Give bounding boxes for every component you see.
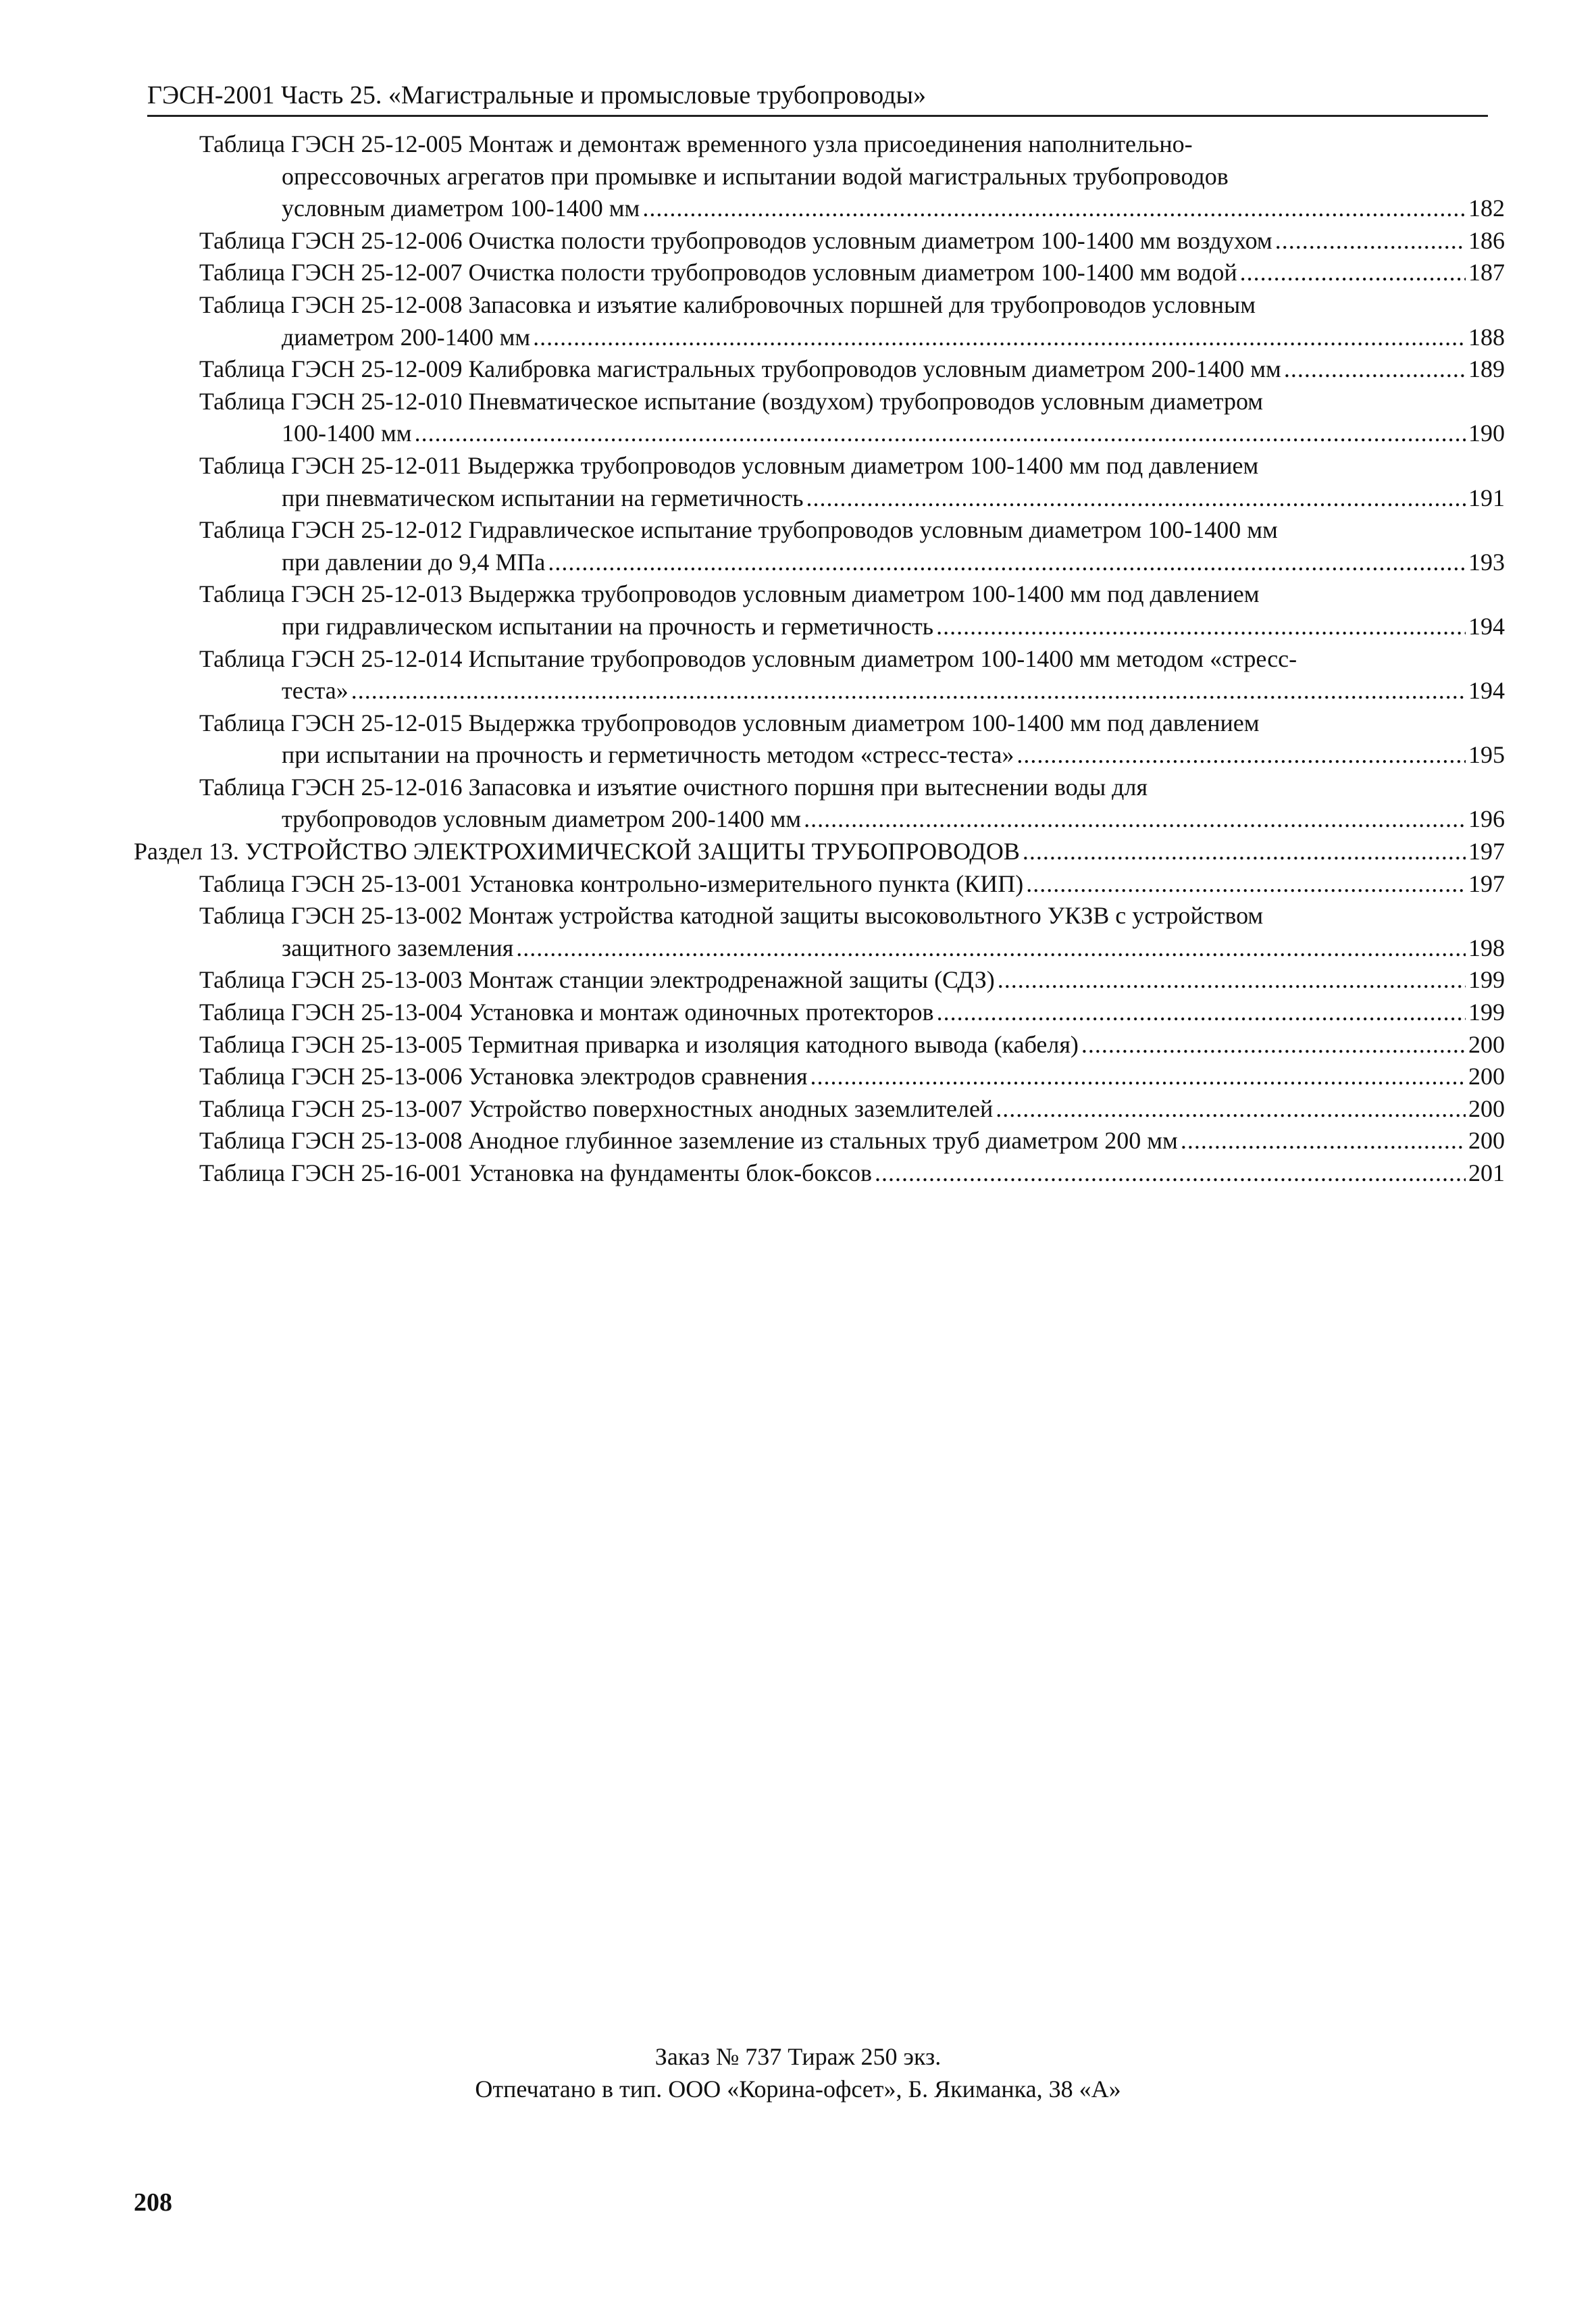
toc-page-number: 189 [1468,355,1505,383]
toc-entry-last-line [199,932,1505,965]
toc-entry-last-line [199,418,1505,450]
toc-entry-line: Таблица ГЭСН 25-12-008 Запасовка и изъятие калибровочных поршней для трубопроводов условным [199,291,1256,318]
toc-entry-title: Таблица ГЭСН 25-13-008 Анодное глубинное заземление из стальных труб диаметром 200 мм [199,1127,1178,1155]
toc-page-number: 197 [1468,838,1505,865]
toc-page-number: 194 [1468,677,1505,705]
dot-leader [936,611,1466,643]
toc-entry-title: условным диаметром 100-1400 мм [282,195,640,222]
toc-page-number: 199 [1468,966,1505,994]
dot-leader [1081,1029,1466,1061]
toc-table-entry [134,997,1505,1029]
dot-leader [810,1061,1466,1093]
toc-entry-title: защитного заземления [282,934,514,961]
toc-page-number: 196 [1468,805,1505,833]
toc-entry-last-line [199,1125,1505,1157]
page-number: 208 [134,2188,172,2217]
dot-leader [548,547,1466,579]
toc-entry-line: Таблица ГЭСН 25-12-014 Испытание трубопроводов условным диаметром 100-1400 мм методом «стресс- [199,645,1297,672]
toc-entry-last-line [199,739,1505,772]
dot-leader [937,997,1466,1029]
toc-table-entry [134,643,1505,707]
running-header: ГЭСН-2001 Часть 25. «Магистральные и промысловые трубопроводы» [147,80,1488,117]
imprint-printer: Отпечатано в тип. ООО «Корина-офсет», Б. Якиманка, 38 «А» [475,2076,1121,2103]
dot-leader [1023,836,1466,868]
toc-entry-line: Таблица ГЭСН 25-13-002 Монтаж устройства катодной защиты высоковольтного УКЗВ с устройством [199,902,1264,930]
toc-entry-line: Таблица ГЭСН 25-12-012 Гидравлическое испытание трубопроводов условным диаметром 100-1400 мм [199,516,1278,544]
toc-page-number: 200 [1468,1030,1505,1058]
toc-entry-title: при испытании на прочность и герметичность методом «стресс-теста» [282,741,1014,769]
dot-leader [1275,225,1466,257]
toc-table-entry [134,1061,1505,1093]
toc-entry-title: 100-1400 мм [282,420,412,447]
toc-page-number: 197 [1468,870,1505,897]
dot-leader [998,964,1466,997]
toc-table-entry [134,257,1505,289]
toc-entry-title: при пневматическом испытании на герметичность [282,484,804,511]
toc-page-number: 199 [1468,999,1505,1026]
toc-entry-last-line [199,997,1505,1029]
dot-leader [351,675,1466,707]
toc-entry-title: Таблица ГЭСН 25-13-006 Установка электродов сравнения [199,1063,808,1090]
toc-page-number: 198 [1468,934,1505,961]
toc-entry-last-line [199,225,1505,257]
dot-leader [1181,1125,1466,1157]
dot-leader [1016,739,1466,772]
toc-entry-last-line [199,482,1505,515]
toc-page-number: 194 [1468,612,1505,640]
toc-table-entry [134,1125,1505,1157]
toc-entry-last-line [199,322,1505,354]
toc-table-entry [134,514,1505,578]
toc-entry-title: Таблица ГЭСН 25-13-003 Монтаж станции электродренажной защиты (СДЗ) [199,966,995,994]
toc-table-entry [134,1029,1505,1061]
toc-entry-last-line [199,803,1505,836]
toc-table-entry [134,128,1505,225]
toc-entry-title: Таблица ГЭСН 25-16-001 Установка на фундаменты блок-боксов [199,1159,872,1186]
dot-leader [804,803,1466,836]
toc-table-entry [134,1093,1505,1126]
toc-entry-title: при гидравлическом испытании на прочность и герметичность [282,612,934,640]
toc-entry-title: трубопроводов условным диаметром 200-1400 мм [282,805,802,833]
toc-table-entry [134,225,1505,257]
toc-entry-line: Таблица ГЭСН 25-12-015 Выдержка трубопроводов условным диаметром 100-1400 мм под давлением [199,709,1260,736]
toc-page-number: 187 [1468,259,1505,286]
toc-entry-last-line [199,353,1505,386]
imprint-order: Заказ № 737 Тираж 250 экз. [654,2043,942,2070]
toc-table-entry [134,964,1505,997]
toc-entry-title: Таблица ГЭСН 25-13-001 Установка контрольно-измерительного пункта (КИП) [199,870,1024,897]
toc-entry-last-line [199,1029,1505,1061]
toc-table-entry [134,353,1505,386]
toc-page-number: 200 [1468,1095,1505,1122]
toc-entry-line: опрессовочных агрегатов при промывке и испытании водой магистральных трубопроводов [282,162,1229,190]
imprint [0,2040,1596,2105]
dot-leader [415,418,1466,450]
toc-entry-title: Таблица ГЭСН 25-13-004 Установка и монтаж одиночных протекторов [199,999,934,1026]
toc-table-entry [134,450,1505,514]
dot-leader [642,193,1466,225]
toc-table-entry [134,868,1505,901]
toc-table-entry [134,900,1505,964]
table-of-contents [134,128,1505,1190]
dot-leader [516,932,1466,965]
toc-section-entry [134,836,1505,868]
dot-leader [1240,257,1466,289]
toc-table-entry [134,289,1505,353]
toc-table-entry [134,1157,1505,1190]
toc-entry-line: Таблица ГЭСН 25-12-010 Пневматическое испытание (воздухом) трубопроводов условным диаметром [199,387,1264,415]
toc-entry-last-line [199,964,1505,997]
toc-entry-last-line [199,611,1505,643]
toc-entry-last-line [199,868,1505,901]
toc-entry-title: Таблица ГЭСН 25-12-006 Очистка полости трубопроводов условным диаметром 100-1400 мм воздухом [199,226,1272,254]
toc-entry-line: Таблица ГЭСН 25-12-005 Монтаж и демонтаж временного узла присоединения наполнительно- [199,130,1193,157]
toc-entry-last-line [199,1157,1505,1190]
toc-page-number: 186 [1468,226,1505,254]
toc-page-number: 201 [1468,1159,1505,1186]
toc-entry-last-line [199,193,1505,225]
toc-entry-last-line [134,836,1505,868]
toc-page-number: 200 [1468,1063,1505,1090]
toc-entry-last-line [199,1061,1505,1093]
dot-leader [1026,868,1466,901]
toc-entry-title: диаметром 200-1400 мм [282,323,531,351]
toc-entry-line: Таблица ГЭСН 25-12-013 Выдержка трубопроводов условным диаметром 100-1400 мм под давлением [199,580,1260,608]
toc-entry-title: теста» [282,677,349,705]
toc-page-number: 182 [1468,195,1505,222]
toc-entry-title: Таблица ГЭСН 25-12-009 Калибровка магистральных трубопроводов условным диаметром 200-1400 мм [199,355,1281,383]
toc-entry-title: Раздел 13. УСТРОЙСТВО ЭЛЕКТРОХИМИЧЕСКОЙ ЗАЩИТЫ ТРУБОПРОВОДОВ [134,838,1020,865]
dot-leader [875,1157,1466,1190]
toc-entry-line: Таблица ГЭСН 25-12-016 Запасовка и изъятие очистного поршня при вытеснении воды для [199,773,1148,801]
toc-entry-last-line [199,1093,1505,1126]
toc-entry-title: Таблица ГЭСН 25-13-007 Устройство поверхностных анодных заземлителей [199,1095,994,1122]
toc-entry-line: Таблица ГЭСН 25-12-011 Выдержка трубопроводов условным диаметром 100-1400 мм под давлением [199,451,1259,479]
toc-page-number: 190 [1468,420,1505,447]
toc-entry-title: Таблица ГЭСН 25-13-005 Термитная приварка и изоляция катодного вывода (кабеля) [199,1030,1079,1058]
dot-leader [806,482,1466,515]
toc-page-number: 191 [1468,484,1505,511]
toc-page-number: 193 [1468,548,1505,576]
toc-table-entry [134,578,1505,643]
toc-entry-title: Таблица ГЭСН 25-12-007 Очистка полости трубопроводов условным диаметром 100-1400 мм водой [199,259,1237,286]
dot-leader [996,1093,1466,1126]
dot-leader [533,322,1466,354]
toc-entry-last-line [199,257,1505,289]
toc-entry-last-line [199,547,1505,579]
toc-entry-last-line [199,675,1505,707]
toc-table-entry [134,707,1505,772]
toc-table-entry [134,386,1505,450]
dot-leader [1284,353,1466,386]
toc-page-number: 200 [1468,1127,1505,1155]
toc-page-number: 188 [1468,323,1505,351]
toc-entry-title: при давлении до 9,4 МПа [282,548,546,576]
toc-table-entry [134,772,1505,836]
toc-page-number: 195 [1468,741,1505,769]
